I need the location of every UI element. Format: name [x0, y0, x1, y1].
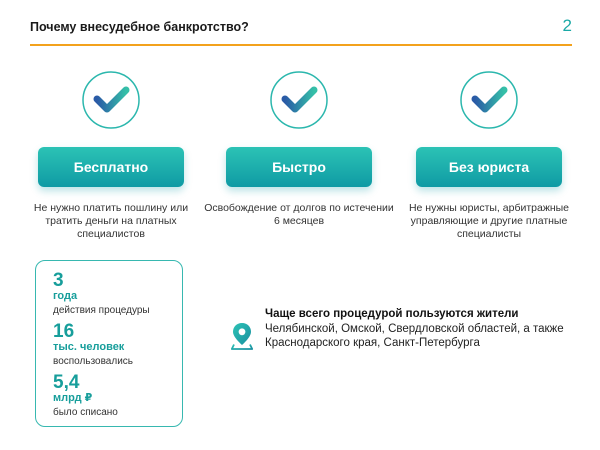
feature-label: Без юриста [416, 147, 562, 187]
stat-unit: года [53, 290, 78, 302]
stat-written-off [53, 373, 182, 419]
stat-value: 16 [53, 321, 75, 342]
stat-people [53, 322, 182, 368]
stats-card [35, 260, 183, 427]
stat-years [53, 271, 182, 317]
check-circle-icon [81, 70, 141, 130]
feature-label: Быстро [226, 147, 372, 187]
stat-label: было списано [53, 407, 118, 418]
stat-value: 5,4 [53, 372, 80, 393]
slide-header [30, 14, 572, 46]
stat-value: 3 [53, 270, 64, 291]
check-circle-icon [459, 70, 519, 130]
stat-unit: млрд ₽ [53, 392, 93, 404]
feature-free [16, 70, 206, 241]
info-heading: Чаще всего процедурой пользуются жители [265, 308, 519, 320]
stat-unit: тыс. человек [53, 341, 125, 353]
feature-fast [204, 70, 394, 228]
slide-title: Почему внесудебное банкротство? [30, 20, 249, 34]
residents-info [265, 307, 575, 351]
location-pin-icon [231, 322, 253, 350]
header-divider [30, 44, 572, 46]
stat-label: воспользовались [53, 356, 133, 367]
feature-description: Освобождение от долгов по истечении 6 месяцев [204, 202, 394, 227]
feature-description: Не нужны юристы, арбитражные управляющие и другие платные специалисты [408, 202, 570, 240]
feature-no-lawyer [394, 70, 584, 241]
stat-label: действия процедуры [53, 305, 150, 316]
info-text: Челябинской, Омской, Свердловской областей, а также Краснодарского края, Санкт-Петербурга [265, 322, 564, 349]
page-number: 2 [562, 16, 572, 35]
feature-label: Бесплатно [38, 147, 184, 187]
check-circle-icon [269, 70, 329, 130]
feature-description: Не нужно платить пошлину или тратить деньги на платных специалистов [33, 202, 189, 240]
